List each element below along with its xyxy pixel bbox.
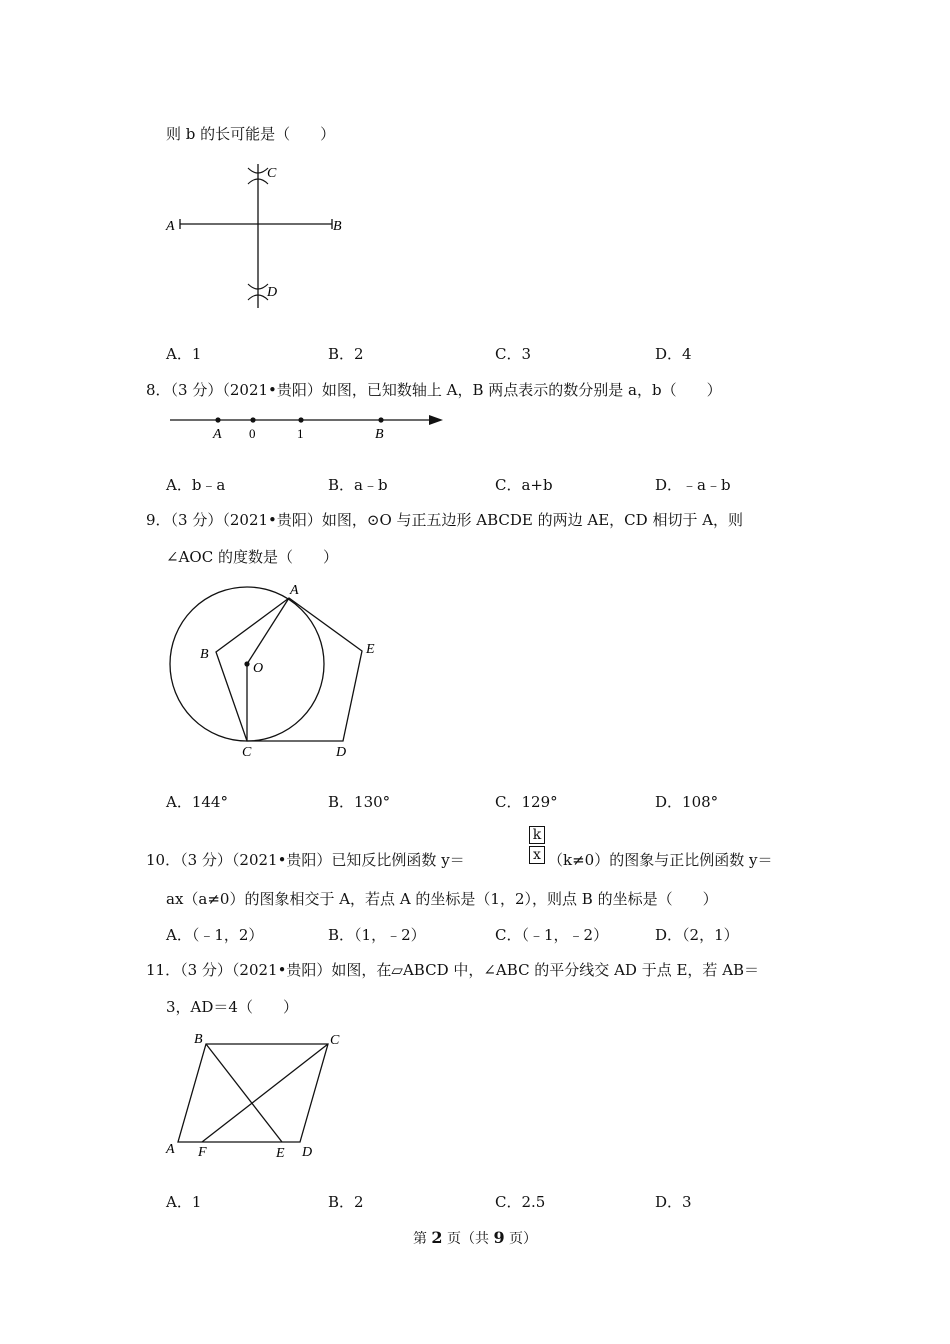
- q9-label-o: O: [253, 661, 264, 676]
- q8-stem: 8．（3 分）（2021•贵阳）如图，已知数轴上 A，B 两点表示的数分别是 a，b（ ）: [146, 381, 722, 399]
- q7-option-d: D．4: [655, 345, 692, 363]
- q11-option-d: D．3: [655, 1193, 692, 1211]
- q11-label-c: C: [330, 1033, 340, 1048]
- q8-label-a: A: [213, 427, 222, 442]
- q9-label-e: E: [366, 642, 375, 657]
- q11-label-b: B: [194, 1032, 203, 1047]
- q11-label-a: A: [166, 1142, 175, 1157]
- q10-stem-pre: 10．（3 分）（2021•贵阳）已知反比例函数 y＝: [146, 851, 465, 869]
- q9-option-d: D．108°: [655, 793, 719, 811]
- q9-option-a: A．144°: [166, 793, 228, 811]
- footer-page-number: 2: [431, 1228, 443, 1247]
- q7-option-a: A．1: [166, 345, 202, 363]
- q10-option-b: B．（1，﹣2）: [328, 926, 426, 944]
- page-footer: [0, 1228, 950, 1248]
- q8-option-c: C．a+b: [495, 476, 553, 494]
- q8-label-zero: 0: [249, 426, 256, 441]
- q9-option-b: B．130°: [328, 793, 391, 811]
- footer-prefix: 第: [412, 1231, 432, 1247]
- footer-suffix: 页）: [504, 1231, 538, 1247]
- q11-label-d: D: [302, 1145, 313, 1160]
- q11-label-e: E: [276, 1146, 285, 1161]
- q7-option-c: C．3: [495, 345, 532, 363]
- q7-figure: [160, 160, 360, 320]
- q8-number-line: [165, 408, 450, 444]
- footer-middle: 页（共: [442, 1231, 494, 1247]
- q11-stem-line1: 11．（3 分）（2021•贵阳）如图，在▱ABCD 中，∠ABC 的平分线交 AD 于点 E，若 AB＝: [146, 961, 760, 979]
- q11-figure: [160, 1028, 360, 1168]
- q10-option-a: A．（﹣1，2）: [166, 926, 264, 944]
- q7-label-c: C: [267, 166, 277, 181]
- q10-option-c: C．（﹣1，﹣2）: [495, 926, 609, 944]
- q7-label-b: B: [333, 219, 342, 234]
- q8-label-one: 1: [297, 426, 304, 441]
- q10-fraction: [529, 826, 545, 866]
- q10-fraction-denominator: x: [529, 846, 545, 864]
- q7-option-b: B．2: [328, 345, 364, 363]
- q11-label-f: F: [198, 1145, 207, 1160]
- q9-figure: [160, 578, 390, 768]
- q9-label-d: D: [336, 745, 347, 760]
- q8-option-d: D．﹣a﹣b: [655, 476, 731, 494]
- q10-option-d: D．（2，1）: [655, 926, 739, 944]
- q10-stem-line2: ax（a≠0）的图象相交于 A，若点 A 的坐标是（1，2），则点 B 的坐标是（ ）: [166, 890, 718, 908]
- q9-label-c: C: [242, 745, 252, 760]
- q7-stem: 则 b 的长可能是（ ）: [166, 125, 336, 143]
- q11-option-b: B．2: [328, 1193, 364, 1211]
- q9-stem-line1: 9．（3 分）（2021•贵阳）如图，⊙O 与正五边形 ABCDE 的两边 AE，CD 相切于 A，则: [146, 511, 744, 529]
- q9-option-c: C．129°: [495, 793, 558, 811]
- q11-option-c: C．2.5: [495, 1193, 546, 1211]
- q8-option-a: A．b﹣a: [166, 476, 226, 494]
- q9-label-a: A: [290, 583, 299, 598]
- q9-label-b: B: [200, 647, 209, 662]
- q9-stem-line2: ∠AOC 的度数是（ ）: [166, 548, 338, 566]
- q7-label-a: A: [166, 219, 175, 234]
- q11-stem-line2: 3，AD＝4（ ）: [166, 998, 298, 1016]
- q8-option-b: B．a﹣b: [328, 476, 388, 494]
- q10-stem-post: （k≠0）的图象与正比例函数 y＝: [548, 851, 773, 869]
- q10-fraction-numerator: k: [529, 826, 545, 844]
- q8-label-b: B: [375, 427, 384, 442]
- q11-option-a: A．1: [166, 1193, 202, 1211]
- footer-total-pages: 9: [493, 1228, 505, 1247]
- q7-label-d: D: [267, 285, 278, 300]
